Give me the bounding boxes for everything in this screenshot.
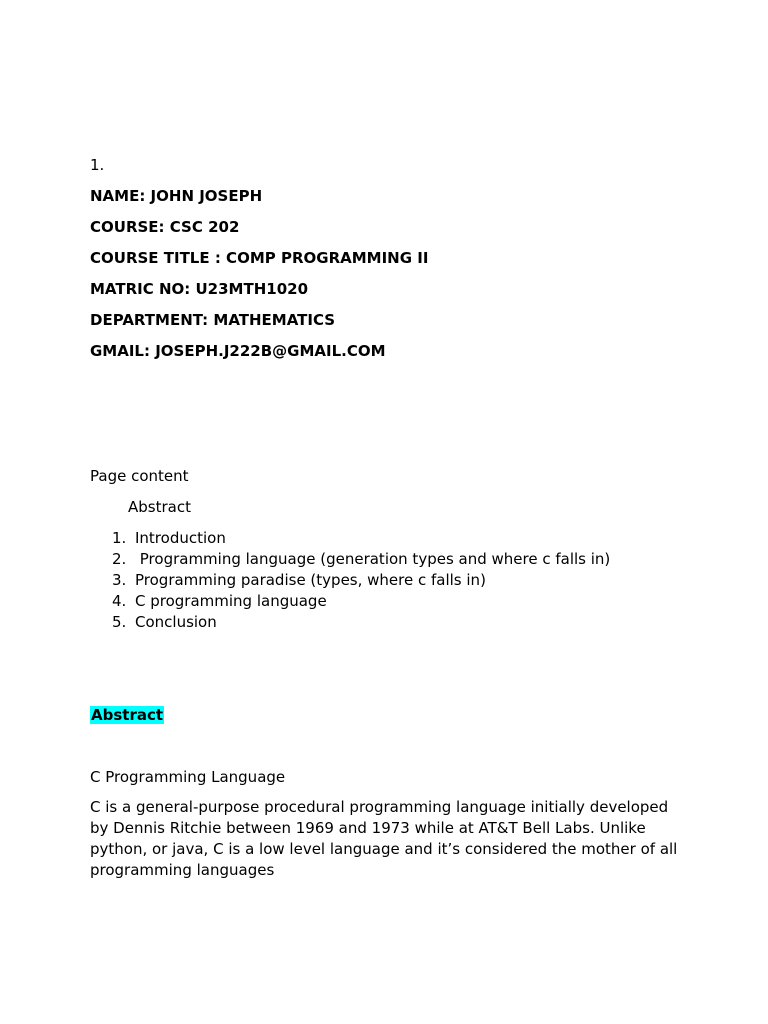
contents-abstract-label: Abstract	[128, 498, 191, 516]
gmail: GMAIL: JOSEPH.J222B@GMAIL.COM	[90, 342, 386, 360]
list-item-label: Programming language (generation types and where c falls in)	[135, 550, 611, 568]
list-item	[112, 550, 610, 568]
list-item-number: 4.	[112, 592, 127, 610]
list-item	[112, 613, 217, 631]
list-item	[112, 529, 226, 547]
list-item-label: Conclusion	[135, 613, 217, 631]
list-item-label: Introduction	[135, 529, 226, 547]
matric-number: MATRIC NO: U23MTH1020	[90, 280, 309, 298]
list-item-label: Programming paradise (types, where c falls in)	[135, 571, 486, 589]
student-name: NAME: JOHN JOSEPH	[90, 187, 263, 205]
course-title: COURSE TITLE : COMP PROGRAMMING II	[90, 249, 429, 267]
abstract-heading: Abstract	[91, 706, 164, 724]
contents-heading: Page content	[90, 467, 189, 485]
list-item-number: 2.	[112, 550, 127, 568]
abstract-heading-wrapper	[90, 706, 164, 724]
list-item	[112, 571, 486, 589]
list-item-number: 5.	[112, 613, 127, 631]
department: DEPARTMENT: MATHEMATICS	[90, 311, 336, 329]
abstract-body: C is a general-purpose procedural programming language initially developed by Dennis Ritchie between 1969 and 1973 while at AT&T Bell Labs. Unlike python, or java, C is a low level language and it’s considered the mother of all programming languages	[90, 798, 678, 879]
list-item-number: 1.	[112, 529, 127, 547]
course-code: COURSE: CSC 202	[90, 218, 240, 236]
header-number: 1.	[90, 156, 105, 174]
list-item	[112, 592, 327, 610]
list-item-number: 3.	[112, 571, 127, 589]
list-item-label: C programming language	[135, 592, 327, 610]
abstract-subheading: C Programming Language	[90, 768, 286, 786]
